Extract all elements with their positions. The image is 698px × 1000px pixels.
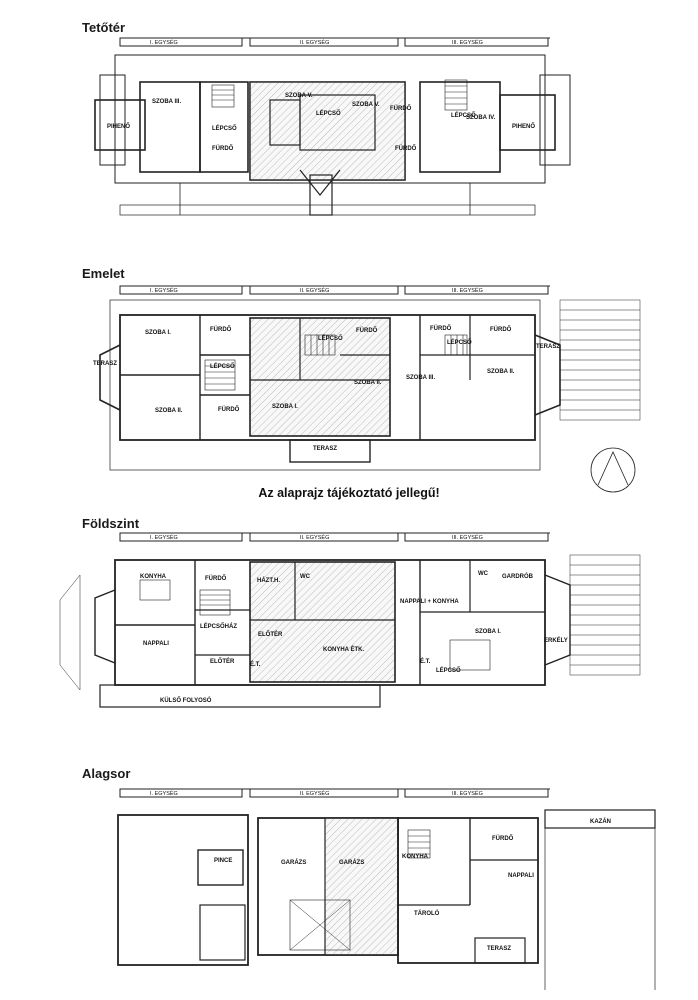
room-label: LÉPCSŐ: [316, 111, 341, 117]
room-label: HÁZT.H.: [257, 578, 280, 584]
floor-title-foldszint: Földszint: [82, 516, 140, 531]
room-label: LÉPCSŐ: [451, 113, 476, 119]
room-label: GARÁZS: [339, 860, 365, 866]
plan-foldszint: [60, 533, 640, 707]
room-label: PINCE: [214, 858, 233, 864]
unit-label: II. EGYSÉG: [300, 40, 330, 46]
unit-label: III. EGYSÉG: [452, 791, 483, 797]
room-label: SZOBA II.: [354, 380, 382, 386]
room-label: TÁROLÓ: [414, 911, 440, 917]
room-label: SZOBA III.: [406, 375, 436, 381]
room-label: LÉPCSŐ: [318, 336, 343, 342]
unit-label: III. EGYSÉG: [452, 535, 483, 541]
plan-emelet: [100, 286, 640, 492]
disclaimer-note: Az alaprajz tájékoztató jellegű!: [258, 486, 440, 500]
unit-label: III. EGYSÉG: [452, 40, 483, 46]
room-label: SZOBA II.: [487, 369, 515, 375]
room-label: PIHENŐ: [107, 124, 131, 130]
unit-label: II. EGYSÉG: [300, 535, 330, 541]
room-label: FÜRDŐ: [390, 106, 412, 112]
room-label: FÜRDŐ: [356, 328, 378, 334]
unit-label: I. EGYSÉG: [150, 791, 178, 797]
room-label: FÜRDŐ: [430, 326, 452, 332]
room-label: ERKÉLY: [544, 638, 568, 644]
unit-label: III. EGYSÉG: [452, 288, 483, 294]
room-label: FÜRDŐ: [205, 576, 227, 582]
room-label: LÉPCSŐ: [212, 126, 237, 132]
room-label: FÜRDŐ: [218, 407, 240, 413]
room-label: SZOBA V.: [352, 102, 380, 108]
room-label: KONYHA: [402, 854, 429, 860]
unit-label: I. EGYSÉG: [150, 535, 178, 541]
room-label: KONYHA ÉTK.: [323, 647, 365, 653]
room-label: SZOBA V.: [285, 93, 313, 99]
room-label: KONYHA: [140, 574, 167, 580]
room-label: KAZÁN: [590, 819, 611, 825]
room-label: KÜLSŐ FOLYOSÓ: [160, 698, 212, 704]
room-label: LÉPCSŐ: [210, 364, 235, 370]
room-label: NAPPALI + KONYHA: [400, 599, 459, 605]
room-label: TERASZ: [536, 344, 560, 350]
room-label: WC: [478, 571, 488, 577]
room-label: LÉPCSŐHÁZ: [200, 624, 238, 630]
room-label: SZOBA I.: [475, 629, 501, 635]
room-label: NAPPALI: [508, 873, 534, 879]
floor-title-tetoter: Tetőtér: [82, 20, 126, 35]
room-label: PIHENŐ: [512, 124, 536, 130]
room-label: FÜRDŐ: [395, 146, 417, 152]
room-label: É.T.: [250, 662, 261, 668]
unit-label: II. EGYSÉG: [300, 288, 330, 294]
room-label: TERASZ: [313, 446, 337, 452]
unit-label: I. EGYSÉG: [150, 288, 178, 294]
unit-label: I. EGYSÉG: [150, 40, 178, 46]
plan-alagsor: [118, 789, 655, 990]
room-label: NAPPALI: [143, 641, 169, 647]
room-label: SZOBA III.: [152, 99, 182, 105]
room-label: SZOBA II.: [155, 408, 183, 414]
room-label: FÜRDŐ: [492, 836, 514, 842]
room-label: ELŐTÉR: [210, 659, 235, 665]
room-label: SZOBA IV.: [466, 115, 496, 121]
room-label: TERASZ: [487, 946, 511, 952]
room-label: GARDRÓB: [502, 574, 533, 580]
plan-tetoter: [95, 38, 570, 215]
room-label: É.T.: [420, 659, 431, 665]
room-label: WC: [300, 574, 310, 580]
room-label: LÉPCSŐ: [436, 668, 461, 674]
floor-title-alagsor: Alagsor: [82, 766, 131, 781]
room-label: SZOBA I.: [145, 330, 171, 336]
room-label: TERASZ: [93, 361, 117, 367]
room-label: FÜRDŐ: [210, 327, 232, 333]
room-label: ELŐTÉR: [258, 632, 283, 638]
room-label: SZOBA I.: [272, 404, 298, 410]
room-label: FÜRDŐ: [212, 146, 234, 152]
room-label: FÜRDŐ: [490, 327, 512, 333]
room-label: GARÁZS: [281, 860, 307, 866]
unit-label: II. EGYSÉG: [300, 791, 330, 797]
floor-title-emelet: Emelet: [82, 266, 125, 281]
room-label: LÉPCSŐ: [447, 340, 472, 346]
